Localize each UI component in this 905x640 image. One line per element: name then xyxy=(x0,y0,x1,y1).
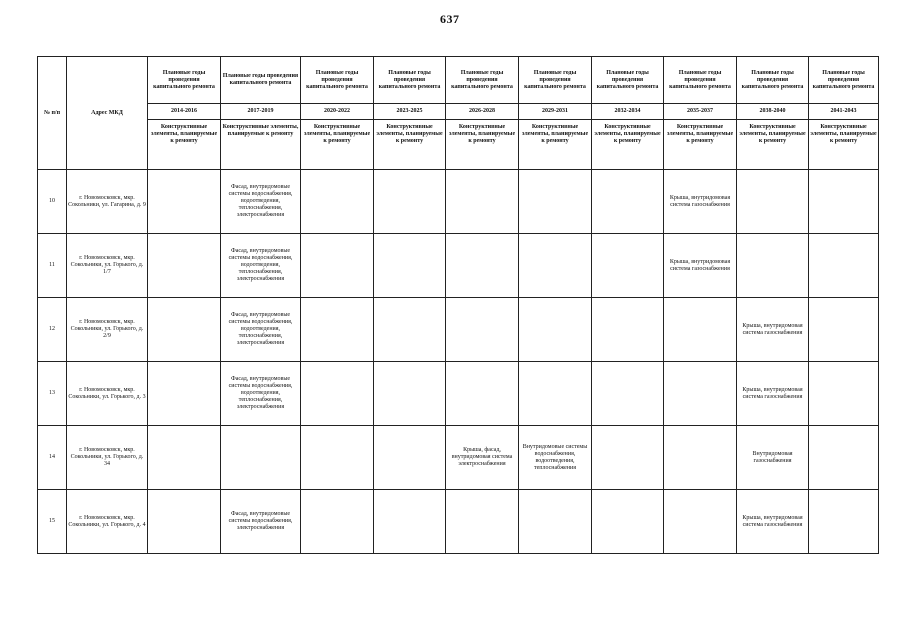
repair-cell xyxy=(519,234,592,298)
repair-cell xyxy=(446,298,519,362)
repair-cell: Внутридомовая газоснабжения xyxy=(737,426,809,490)
repair-cell xyxy=(301,298,374,362)
row-number: 15 xyxy=(38,490,67,554)
repair-cell xyxy=(737,170,809,234)
row-address: г. Новомосковск, мкр. Сокольники, ул. Горького, д. 3 xyxy=(67,362,148,426)
elements-header: Конструктивные элементы, планируемые к ремонту xyxy=(221,120,301,170)
repair-cell xyxy=(148,426,221,490)
table-row xyxy=(38,490,879,554)
table-row xyxy=(38,170,879,234)
row-address: г. Новомосковск, мкр. Сокольники, ул. Гагарина, д. 9 xyxy=(67,170,148,234)
elements-header: Конструктивные элементы, планируемые к ремонту xyxy=(148,120,221,170)
col-num-header: № п/п xyxy=(38,57,67,170)
repair-cell: Крыша, внутридомовая система газоснабжения xyxy=(737,362,809,426)
period-header: Плановые годы проведения капитального ремонта xyxy=(374,57,446,104)
period-years: 2035-2037 xyxy=(664,104,737,120)
repair-cell: Фасад, внутридомовые системы водоснабжения, водоотведения, теплоснабжения, электроснабжения xyxy=(221,298,301,362)
repair-cell xyxy=(148,362,221,426)
repair-cell: Крыша, внутридомовая система газоснабжения xyxy=(664,170,737,234)
repair-cell xyxy=(148,298,221,362)
repair-cell xyxy=(374,426,446,490)
repair-cell: Фасад, внутридомовые системы водоснабжения, водоотведения, теплоснабжения, электроснабжения xyxy=(221,170,301,234)
table-row xyxy=(38,234,879,298)
period-years: 2032-2034 xyxy=(592,104,664,120)
period-header: Плановые годы проведения капитального ремонта xyxy=(592,57,664,104)
repair-cell xyxy=(592,170,664,234)
elements-header: Конструктивные элементы, планируемые к ремонту xyxy=(737,120,809,170)
row-address: г. Новомосковск, мкр. Сокольники, ул. Горького, д. 2/9 xyxy=(67,298,148,362)
repair-cell xyxy=(592,490,664,554)
period-years: 2020-2022 xyxy=(301,104,374,120)
repair-cell: Крыша, внутридомовая система газоснабжения xyxy=(737,298,809,362)
period-years: 2029-2031 xyxy=(519,104,592,120)
repair-cell: Фасад, внутридомовые системы водоснабжения, электроснабжения xyxy=(221,490,301,554)
repair-cell: Внутридомовые системы водоснабжения, водоотведения, теплоснабжения xyxy=(519,426,592,490)
repair-cell xyxy=(148,170,221,234)
repair-cell xyxy=(374,170,446,234)
repair-cell xyxy=(301,170,374,234)
repair-cell xyxy=(374,234,446,298)
row-address: г. Новомосковск, мкр. Сокольники, ул. Горького, д. 4 xyxy=(67,490,148,554)
repair-cell xyxy=(809,298,879,362)
repair-cell xyxy=(446,490,519,554)
elements-header: Конструктивные элементы, планируемые к ремонту xyxy=(301,120,374,170)
period-header: Плановые годы проведения капитального ремонта xyxy=(737,57,809,104)
repair-cell xyxy=(446,170,519,234)
header-row-titles xyxy=(38,57,879,104)
period-header: Плановые годы проведения капитального ремонта xyxy=(446,57,519,104)
repair-cell xyxy=(374,298,446,362)
repair-cell xyxy=(519,362,592,426)
repair-cell xyxy=(664,362,737,426)
repair-cell xyxy=(592,234,664,298)
period-years: 2017-2019 xyxy=(221,104,301,120)
repair-cell: Фасад, внутридомовые системы водоснабжения, водоотведения, теплоснабжения, электроснабжения xyxy=(221,362,301,426)
repair-cell xyxy=(592,298,664,362)
period-years: 2026-2028 xyxy=(446,104,519,120)
repair-cell xyxy=(301,362,374,426)
period-years: 2023-2025 xyxy=(374,104,446,120)
period-header: Плановые годы проведения капитального ремонта xyxy=(221,57,301,104)
header-row-elements xyxy=(38,120,879,170)
repair-cell xyxy=(664,490,737,554)
header-row-periods xyxy=(38,104,879,120)
elements-header: Конструктивные элементы, планируемые к ремонту xyxy=(809,120,879,170)
elements-header: Конструктивные элементы, планируемые к ремонту xyxy=(519,120,592,170)
elements-header: Конструктивные элементы, планируемые к ремонту xyxy=(664,120,737,170)
repair-cell xyxy=(809,490,879,554)
repair-cell xyxy=(148,234,221,298)
repair-cell xyxy=(737,234,809,298)
period-header: Плановые годы проведения капитального ремонта xyxy=(664,57,737,104)
repair-cell xyxy=(809,362,879,426)
repair-cell xyxy=(221,426,301,490)
col-address-header: Адрес МКД xyxy=(67,57,148,170)
period-header: Плановые годы проведения капитального ремонта xyxy=(809,57,879,104)
repair-cell xyxy=(809,234,879,298)
repair-cell xyxy=(519,298,592,362)
repair-cell xyxy=(374,362,446,426)
table-row xyxy=(38,362,879,426)
page-number: 637 xyxy=(440,12,460,26)
capital-repair-table xyxy=(37,56,879,554)
repair-cell xyxy=(519,170,592,234)
row-number: 14 xyxy=(38,426,67,490)
row-address: г. Новомосковск, мкр. Сокольники, ул. Горького, д. 1/7 xyxy=(67,234,148,298)
row-number: 12 xyxy=(38,298,67,362)
elements-header: Конструктивные элементы, планируемые к ремонту xyxy=(592,120,664,170)
row-number: 13 xyxy=(38,362,67,426)
table-row xyxy=(38,298,879,362)
repair-cell xyxy=(446,362,519,426)
repair-cell xyxy=(519,490,592,554)
table-row xyxy=(38,426,879,490)
period-header: Плановые годы проведения капитального ремонта xyxy=(519,57,592,104)
period-years: 2038-2040 xyxy=(737,104,809,120)
elements-header: Конструктивные элементы, планируемые к ремонту xyxy=(374,120,446,170)
repair-cell: Фасад, внутридомовые системы водоснабжения, водоотведения, теплоснабжения, электроснабжения xyxy=(221,234,301,298)
period-header: Плановые годы проведения капитального ремонта xyxy=(301,57,374,104)
row-number: 10 xyxy=(38,170,67,234)
repair-cell: Крыша, внутридомовая система газоснабжения xyxy=(737,490,809,554)
repair-cell xyxy=(592,426,664,490)
repair-cell xyxy=(301,490,374,554)
repair-cell xyxy=(592,362,664,426)
repair-cell xyxy=(664,298,737,362)
period-years: 2014-2016 xyxy=(148,104,221,120)
repair-cell xyxy=(301,426,374,490)
repair-cell xyxy=(664,426,737,490)
row-address: г. Новомосковск, мкр. Сокольники, ул. Горького, д. 34 xyxy=(67,426,148,490)
row-number: 11 xyxy=(38,234,67,298)
repair-cell xyxy=(374,490,446,554)
repair-cell xyxy=(809,170,879,234)
elements-header: Конструктивные элементы, планируемые к ремонту xyxy=(446,120,519,170)
period-header: Плановые годы проведения капитального ремонта xyxy=(148,57,221,104)
repair-cell xyxy=(301,234,374,298)
repair-cell: Крыша, внутридомовая система газоснабжения xyxy=(664,234,737,298)
repair-cell xyxy=(809,426,879,490)
repair-cell xyxy=(446,234,519,298)
repair-cell xyxy=(148,490,221,554)
period-years: 2041-2043 xyxy=(809,104,879,120)
repair-cell: Крыша, фасад, внутридомовая система электроснабжения xyxy=(446,426,519,490)
